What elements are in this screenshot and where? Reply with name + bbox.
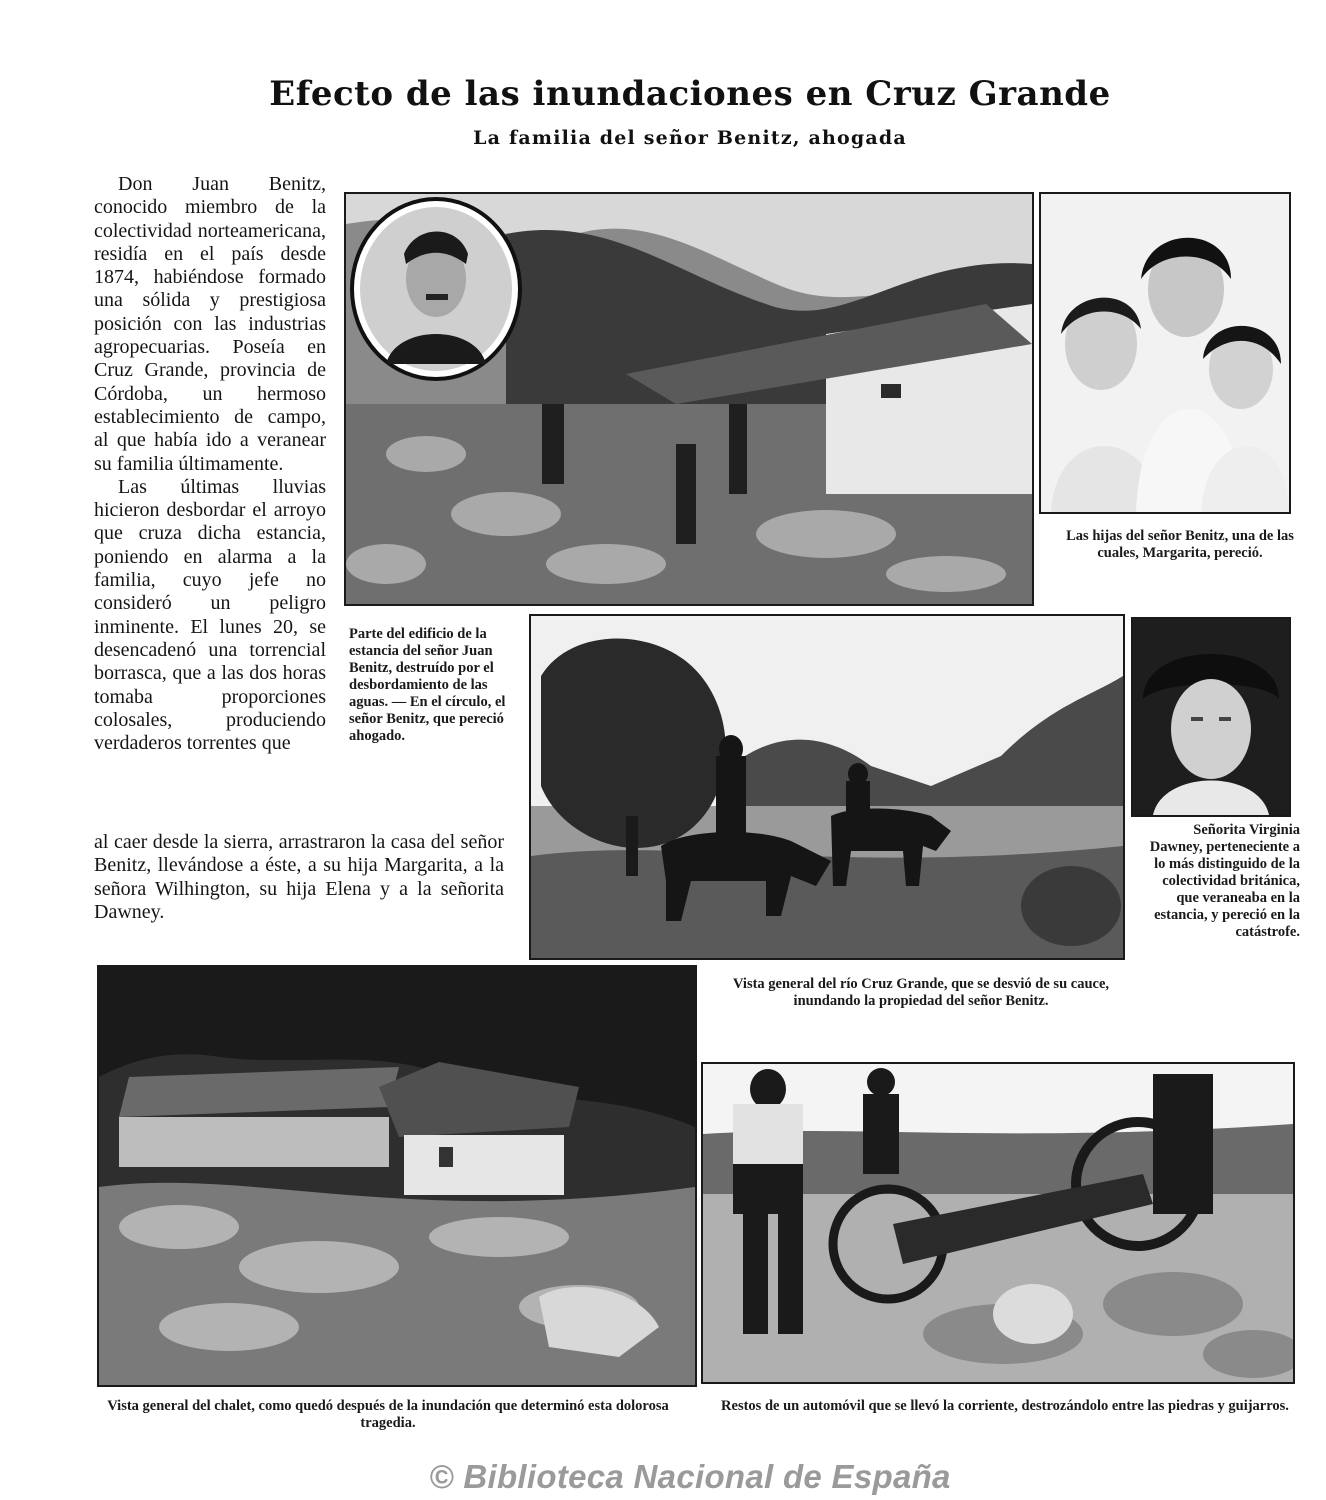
caption-estancia: Parte del edificio de la estancia del señor Juan Benitz, destruído por el desbordamiento de las aguas. — En el círculo, el señor Benitz, que pereció ahogado. [349, 626, 506, 744]
photo-dawney [1131, 617, 1291, 817]
photo-hijas [1039, 192, 1291, 514]
caption-chalet: Vista general del chalet, como quedó después de la inundación que determinó esta dolorosa tragedia. [107, 1398, 669, 1431]
caption-dawney: Señorita Virginia Dawney, perteneciente a lo más distinguido de la colectividad británica, que veraneaba en la estancia, y pereció en la catástrofe. [1149, 822, 1300, 940]
caption-hijas: Las hijas del señor Benitz, una de las cuales, Margarita, pereció. [1066, 528, 1294, 561]
estancia-photo-image [346, 194, 1032, 604]
photo-automovil [701, 1062, 1295, 1384]
photo-estancia [344, 192, 1034, 606]
paragraph-2: Las últimas lluvias hicieron desbordar el arroyo que cruza dicha estancia, poniendo en alarma a la familia, cuyo jefe no consideró un peligro inminente. El lunes 20, se desencadenó una torrencial borrasca, que a las dos horas tomaba proporciones colosales, produciendo verdaderos torrentes que [94, 475, 326, 755]
rio-photo-image [531, 616, 1123, 958]
chalet-photo-image [99, 967, 695, 1385]
watermark-footer: © Biblioteca Nacional de España [429, 1458, 951, 1495]
article-subtitle: La familia del señor Benitz, ahogada [473, 127, 907, 149]
caption-automovil: Restos de un automóvil que se llevó la corriente, destrozándolo entre las piedras y guijarros. [721, 1398, 1289, 1414]
caption-rio: Vista general del río Cruz Grande, que se desvió de su cauce, inundando la propiedad del señor Benitz. [732, 976, 1110, 1009]
paragraph-1: Don Juan Benitz, conocido miembro de la colectividad norteamericana, residía en el país desde 1874, habiéndose formado una sólida y prestigiosa posición con las industrias agropecuarias. Poseía en Cruz Grande, provincia de Córdoba, un hermoso establecimiento de campo, al que había ido a veranear su familia últimamente. [94, 173, 326, 475]
article-title: Efecto de las inundaciones en Cruz Grande [269, 74, 1111, 114]
photo-chalet [97, 965, 697, 1387]
automovil-photo-image [703, 1064, 1293, 1382]
article-column-left [94, 173, 326, 755]
dawney-photo-image [1133, 619, 1289, 815]
photo-rio [529, 614, 1125, 960]
hijas-photo-image [1041, 194, 1289, 512]
paragraph-continuation: al caer desde la sierra, arrastraron la casa del señor Benitz, llevándose a éste, a su hija Margarita, a la señora Wilhington, su hija Elena y a la señorita Dawney. [94, 831, 504, 923]
